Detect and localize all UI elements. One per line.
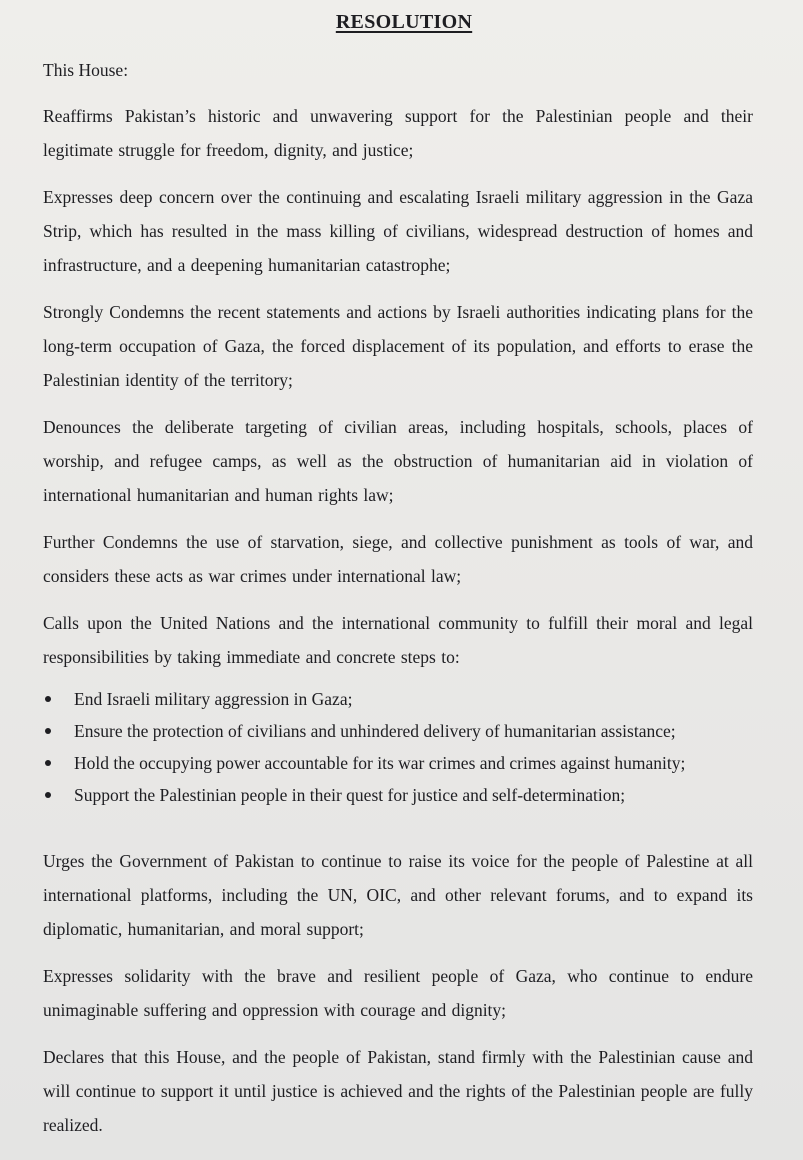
paragraph-expresses-solidarity: Expresses solidarity with the brave and resilient people of Gaza, who continue to endure unimaginable suffering and oppression with courage and dignity;: [43, 966, 753, 1020]
paragraph-further-condemns: Further Condemns the use of starvation, siege, and collective punishment as tools of war, and considers these acts as war crimes under international law;: [43, 532, 753, 586]
bullet-list: [43, 683, 753, 811]
list-item-text: Hold the occupying power accountable for its war crimes and crimes against humanity;: [74, 753, 686, 773]
list-item: [43, 747, 753, 779]
list-item-text: Ensure the protection of civilians and unhindered delivery of humanitarian assistance;: [74, 721, 676, 741]
bullet-dot-icon: [45, 792, 51, 798]
paragraph-expresses-concern: Expresses deep concern over the continuing and escalating Israeli military aggression in the Gaza Strip, which has resulted in the mass killing of civilians, widespread destruction of homes and infrastructure, and a deepening humanitarian catastrophe;: [43, 187, 753, 275]
document-title: RESOLUTION: [335, 11, 473, 33]
bullet-dot-icon: [45, 760, 51, 766]
list-item: [43, 715, 753, 747]
paragraph-denounces: Denounces the deliberate targeting of civilian areas, including hospitals, schools, places of worship, and refugee camps, as well as the obstruction of humanitarian aid in violation of international humanitarian and human rights law;: [43, 417, 753, 505]
list-item-text: Support the Palestinian people in their quest for justice and self-determination;: [74, 785, 626, 805]
paragraph-urges: Urges the Government of Pakistan to continue to raise its voice for the people of Palestine at all international platforms, including the UN, OIC, and other relevant forums, and to expand its diplomatic, humanitarian, and moral support;: [43, 851, 753, 939]
paragraph-declares: Declares that this House, and the people of Pakistan, stand firmly with the Palestinian cause and will continue to support it until justice is achieved and the rights of the Palestinian people are fully realized.: [43, 1047, 753, 1135]
list-item: [43, 779, 753, 811]
paragraph-calls-upon: Calls upon the United Nations and the international community to fulfill their moral and legal responsibilities by taking immediate and concrete steps to:: [43, 613, 753, 667]
paragraph-strongly-condemns: Strongly Condemns the recent statements and actions by Israeli authorities indicating plans for the long-term occupation of Gaza, the forced displacement of its population, and efforts to erase the Palestinian identity of the territory;: [43, 302, 753, 390]
bullet-dot-icon: [45, 728, 51, 734]
list-item: [43, 683, 753, 715]
list-item-text: End Israeli military aggression in Gaza;: [74, 689, 353, 709]
paragraph-reaffirms: Reaffirms Pakistan’s historic and unwavering support for the Palestinian people and their legitimate struggle for freedom, dignity, and justice;: [43, 106, 753, 160]
bullet-dot-icon: [45, 696, 51, 702]
opening-line: This House:: [43, 60, 129, 80]
